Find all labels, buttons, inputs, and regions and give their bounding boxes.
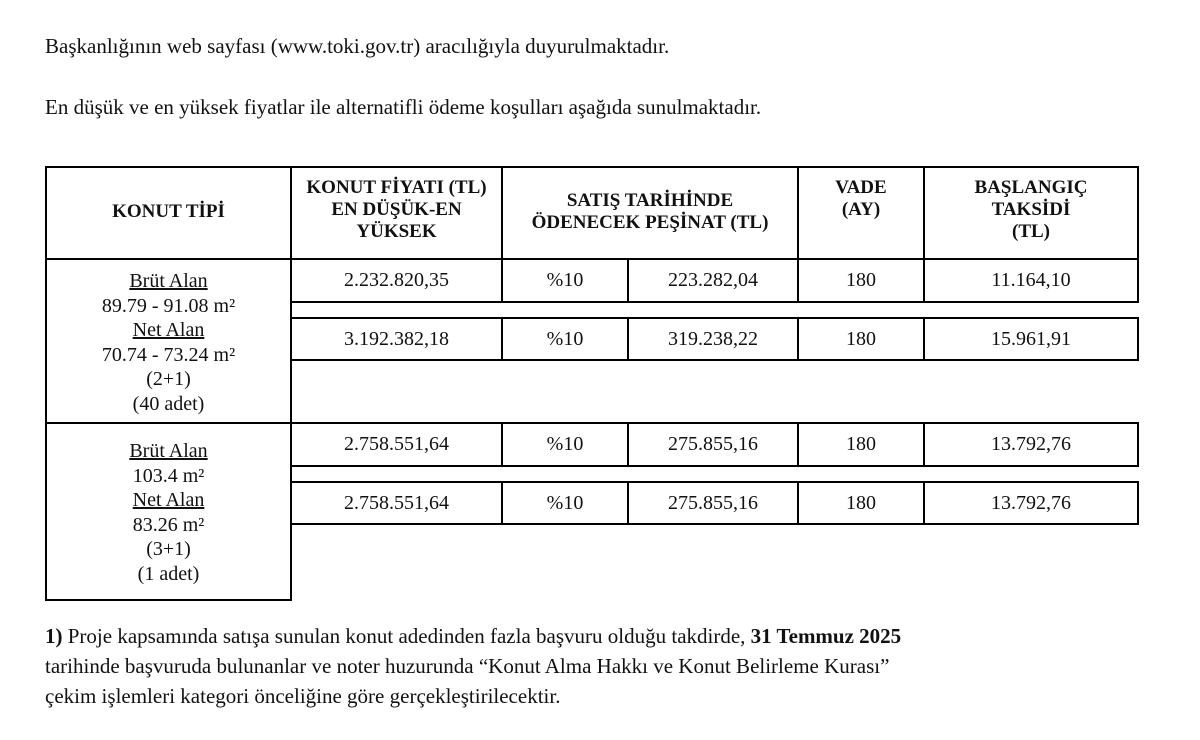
footnote-line-1 <box>45 621 901 651</box>
konut-tipi-3plus1 <box>47 439 290 586</box>
footnote-text: Proje kapsamında satışa sunulan konut adedinden fazla başvuru olduğu takdirde, <box>62 624 751 648</box>
room-count: (2+1) <box>146 368 191 390</box>
footnote-line-3: çekim işlemleri kategori önceliğine göre gerçekleştirilecektir. <box>45 684 561 708</box>
footnote-number: 1) <box>45 624 63 648</box>
installment-cell: 15.961,91 <box>991 327 1071 350</box>
down-payment-amount: 223.282,04 <box>668 269 758 291</box>
term-cell: 180 <box>846 433 876 455</box>
intro-line-1: Başkanlığının web sayfası (www.toki.gov.tr) aracılığıyla duyurulmaktadır. <box>45 34 670 58</box>
down-payment-percent: %10 <box>546 433 584 455</box>
net-alan-value: 70.74 - 73.24 m² <box>101 343 236 366</box>
footnote-line-2: tarihinde başvuruda bulunanlar ve noter huzurunda “Konut Alma Hakkı ve Konut Belirleme Kurası” <box>45 654 890 678</box>
price-cell: 2.232.820,35 <box>344 269 449 291</box>
installment-cell: 11.164,10 <box>991 269 1071 291</box>
brut-alan-value: 103.4 m² <box>132 464 205 487</box>
down-payment-percent: %10 <box>546 327 584 350</box>
header-konut-fiyati: KONUT FİYATI (TL) EN DÜŞÜK-EN YÜKSEK <box>306 177 487 242</box>
header-konut-tipi: KONUT TİPİ <box>112 201 225 222</box>
unit-count: (40 adet) <box>132 392 205 415</box>
term-cell: 180 <box>846 491 876 514</box>
down-payment-amount: 275.855,16 <box>668 491 758 514</box>
brut-alan-value: 89.79 - 91.08 m² <box>101 294 236 317</box>
price-cell: 2.758.551,64 <box>344 433 449 455</box>
header-vade: VADE (AY) <box>835 177 887 220</box>
intro-line-2: En düşük ve en yüksek fiyatlar ile alternatifli ödeme koşulları aşağıda sunulmaktadır. <box>45 95 762 119</box>
down-payment-amount: 319.238,22 <box>668 327 758 350</box>
price-cell: 2.758.551,64 <box>344 491 449 514</box>
brut-alan-label: Brüt Alan <box>129 270 208 292</box>
net-alan-label: Net Alan <box>132 319 205 341</box>
header-pesinat: SATIŞ TARİHİNDE ÖDENECEK PEŞİNAT (TL) <box>531 190 769 233</box>
unit-count: (1 adet) <box>137 562 200 585</box>
installment-cell: 13.792,76 <box>991 491 1071 514</box>
header-baslangic-taksidi: BAŞLANGIÇ TAKSİDİ (TL) <box>974 177 1088 242</box>
room-count: (3+1) <box>146 538 191 560</box>
price-cell: 3.192.382,18 <box>344 327 449 350</box>
installment-cell: 13.792,76 <box>991 433 1071 455</box>
footnote-date: 31 Temmuz 2025 <box>750 624 902 648</box>
down-payment-percent: %10 <box>546 491 584 514</box>
down-payment-amount: 275.855,16 <box>668 433 758 455</box>
brut-alan-label: Brüt Alan <box>129 440 208 462</box>
down-payment-percent: %10 <box>546 269 584 291</box>
term-cell: 180 <box>846 269 876 291</box>
footnote <box>45 621 901 711</box>
net-alan-value: 83.26 m² <box>132 513 205 536</box>
term-cell: 180 <box>846 327 876 350</box>
konut-tipi-2plus1 <box>47 269 290 416</box>
net-alan-label: Net Alan <box>132 489 205 511</box>
